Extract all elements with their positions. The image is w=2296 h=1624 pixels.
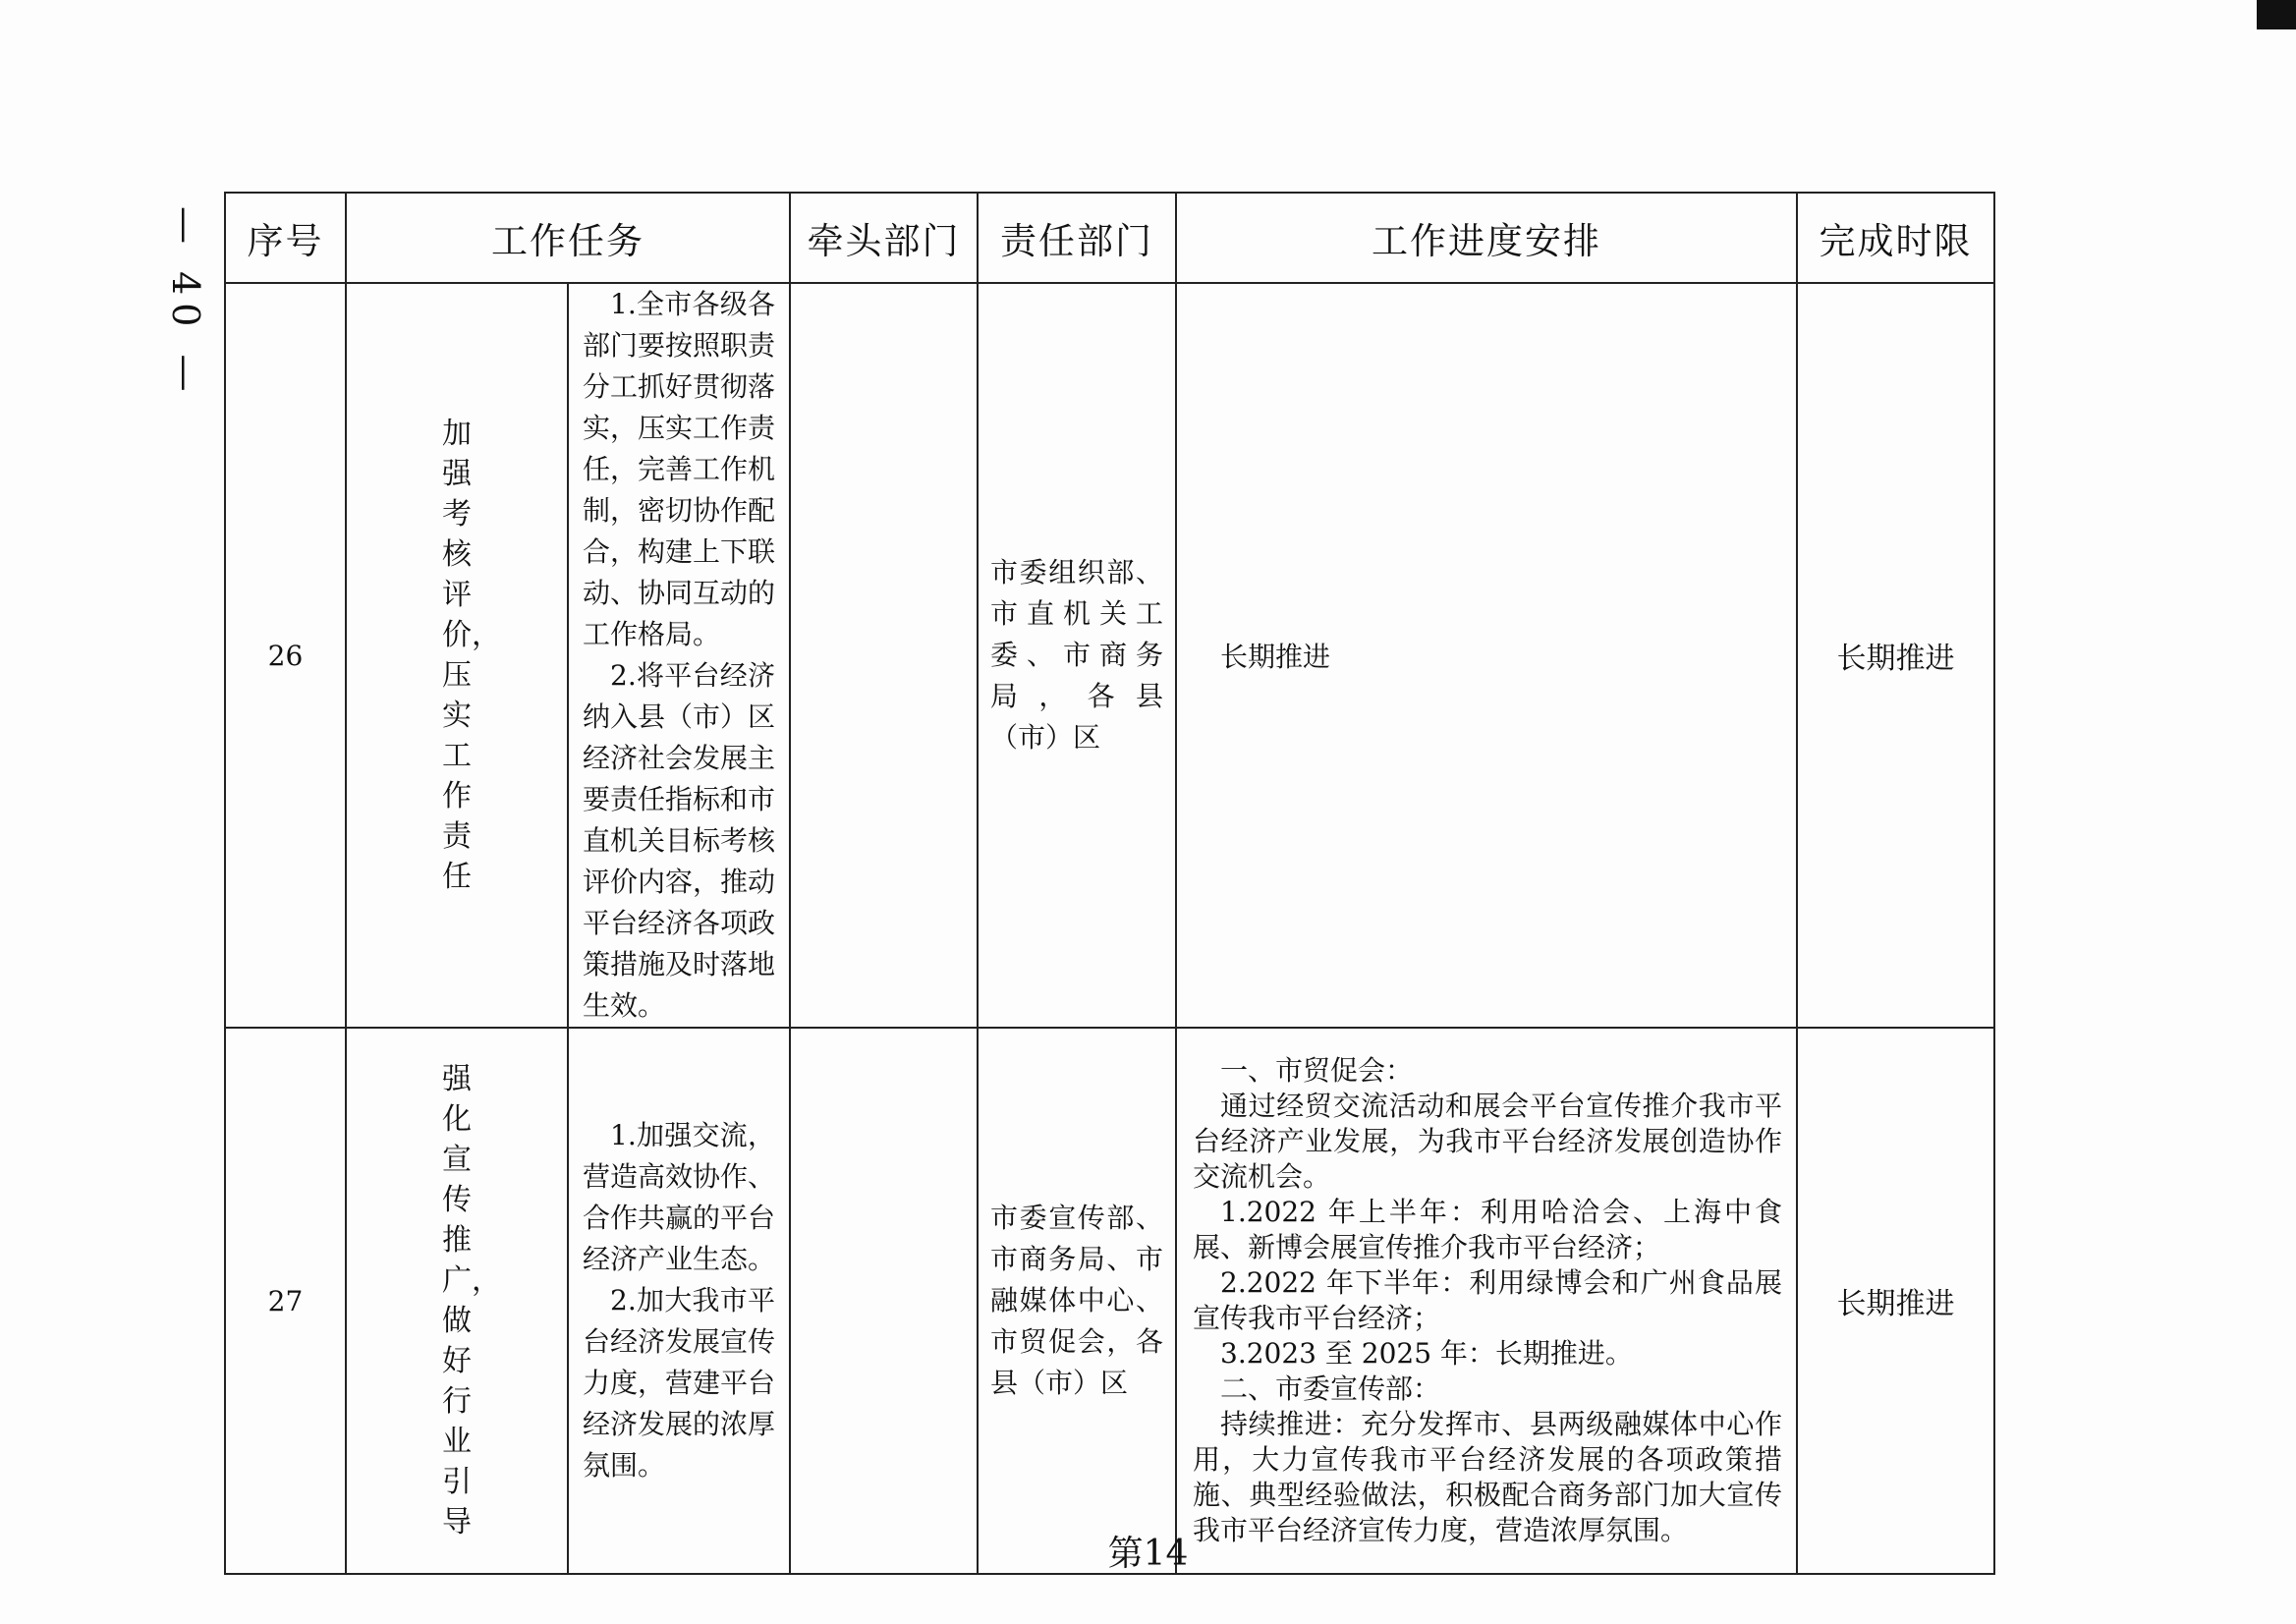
row-responsible-cell <box>978 1028 1176 1574</box>
row-number: 27 <box>225 1028 346 1574</box>
task-item: 2.加大我市平台经济发展宣传力度，营建平台经济发展的浓厚氛围。 <box>583 1284 776 1482</box>
task-item: 2.将平台经济纳入县（市）区经济社会发展主要责任指标和市直机关目标考核评价内容，推动平台经济各项政策措施及时落地生效。 <box>583 659 776 1022</box>
row-lead <box>790 283 978 1028</box>
row-responsible: 市委宣传部、市商务局、市融媒体中心、市贸促会，各县（市）区 <box>990 1202 1163 1399</box>
row-title-cell <box>346 1028 568 1574</box>
header-deadline: 完成时限 <box>1797 193 1994 283</box>
task-item: 1.加强交流，营造高效协作、合作共赢的平台经济产业生态。 <box>583 1119 776 1275</box>
progress-line: 一、市贸促会： <box>1220 1054 1414 1087</box>
header-responsible: 责任部门 <box>978 193 1176 283</box>
row-responsible: 市委组织部、市直机关工委、市商务局，各县（市）区 <box>990 556 1163 754</box>
row-lead <box>790 1028 978 1574</box>
row-responsible-cell <box>978 283 1176 1028</box>
progress-line: 2.2022 年下半年：利用绿博会和广州食品展宣传我市平台经济； <box>1193 1266 1782 1334</box>
row-title: 强化宣传推广，做好行业引导 <box>442 1062 501 1540</box>
row-progress-cell <box>1176 1028 1797 1574</box>
progress-line: 二、市委宣传部： <box>1220 1372 1441 1405</box>
row-tasks-cell <box>568 283 790 1028</box>
header-no: 序号 <box>225 193 346 283</box>
header-progress: 工作进度安排 <box>1176 193 1797 283</box>
progress-line: 3.2023 至 2025 年：长期推进。 <box>1220 1337 1633 1370</box>
row-deadline: 长期推进 <box>1797 1028 1994 1574</box>
table-header-row <box>225 193 1994 283</box>
task-item: 1.全市各级各部门要按照职责分工抓好贯彻落实，压实工作责任，完善工作机制，密切协作配合，构建上下联动、协同互动的工作格局。 <box>583 288 776 650</box>
row-deadline: 长期推进 <box>1797 283 1994 1028</box>
row-progress: 长期推进 <box>1220 641 1331 673</box>
work-task-table <box>224 192 1995 1575</box>
table-row <box>225 283 1994 1028</box>
header-lead: 牵头部门 <box>790 193 978 283</box>
progress-line: 持续推进：充分发挥市、县两级融媒体中心作用，大力宣传我市平台经济发展的各项政策措施、典型经验做法，积极配合商务部门加大宣传我市平台经济宣传力度，营造浓厚氛围。 <box>1193 1408 1782 1546</box>
table-row <box>225 1028 1994 1574</box>
scan-edge-mark <box>2257 0 2296 29</box>
progress-line: 1.2022 年上半年：利用哈洽会、上海中食展、新博会展宣传推介我市平台经济； <box>1193 1196 1782 1263</box>
header-task: 工作任务 <box>346 193 790 283</box>
side-page-number: — 40 — <box>164 206 207 400</box>
row-tasks-cell <box>568 1028 790 1574</box>
footer-page-number: 第14 <box>1107 1534 1189 1574</box>
row-number: 26 <box>225 283 346 1028</box>
row-title-cell <box>346 283 568 1028</box>
row-title: 加强考核评价，压实工作责任 <box>442 417 501 894</box>
progress-line: 通过经贸交流活动和展会平台宣传推介我市平台经济产业发展，为我市平台经济发展创造协作交流机会。 <box>1193 1090 1782 1193</box>
row-progress-cell <box>1176 283 1797 1028</box>
